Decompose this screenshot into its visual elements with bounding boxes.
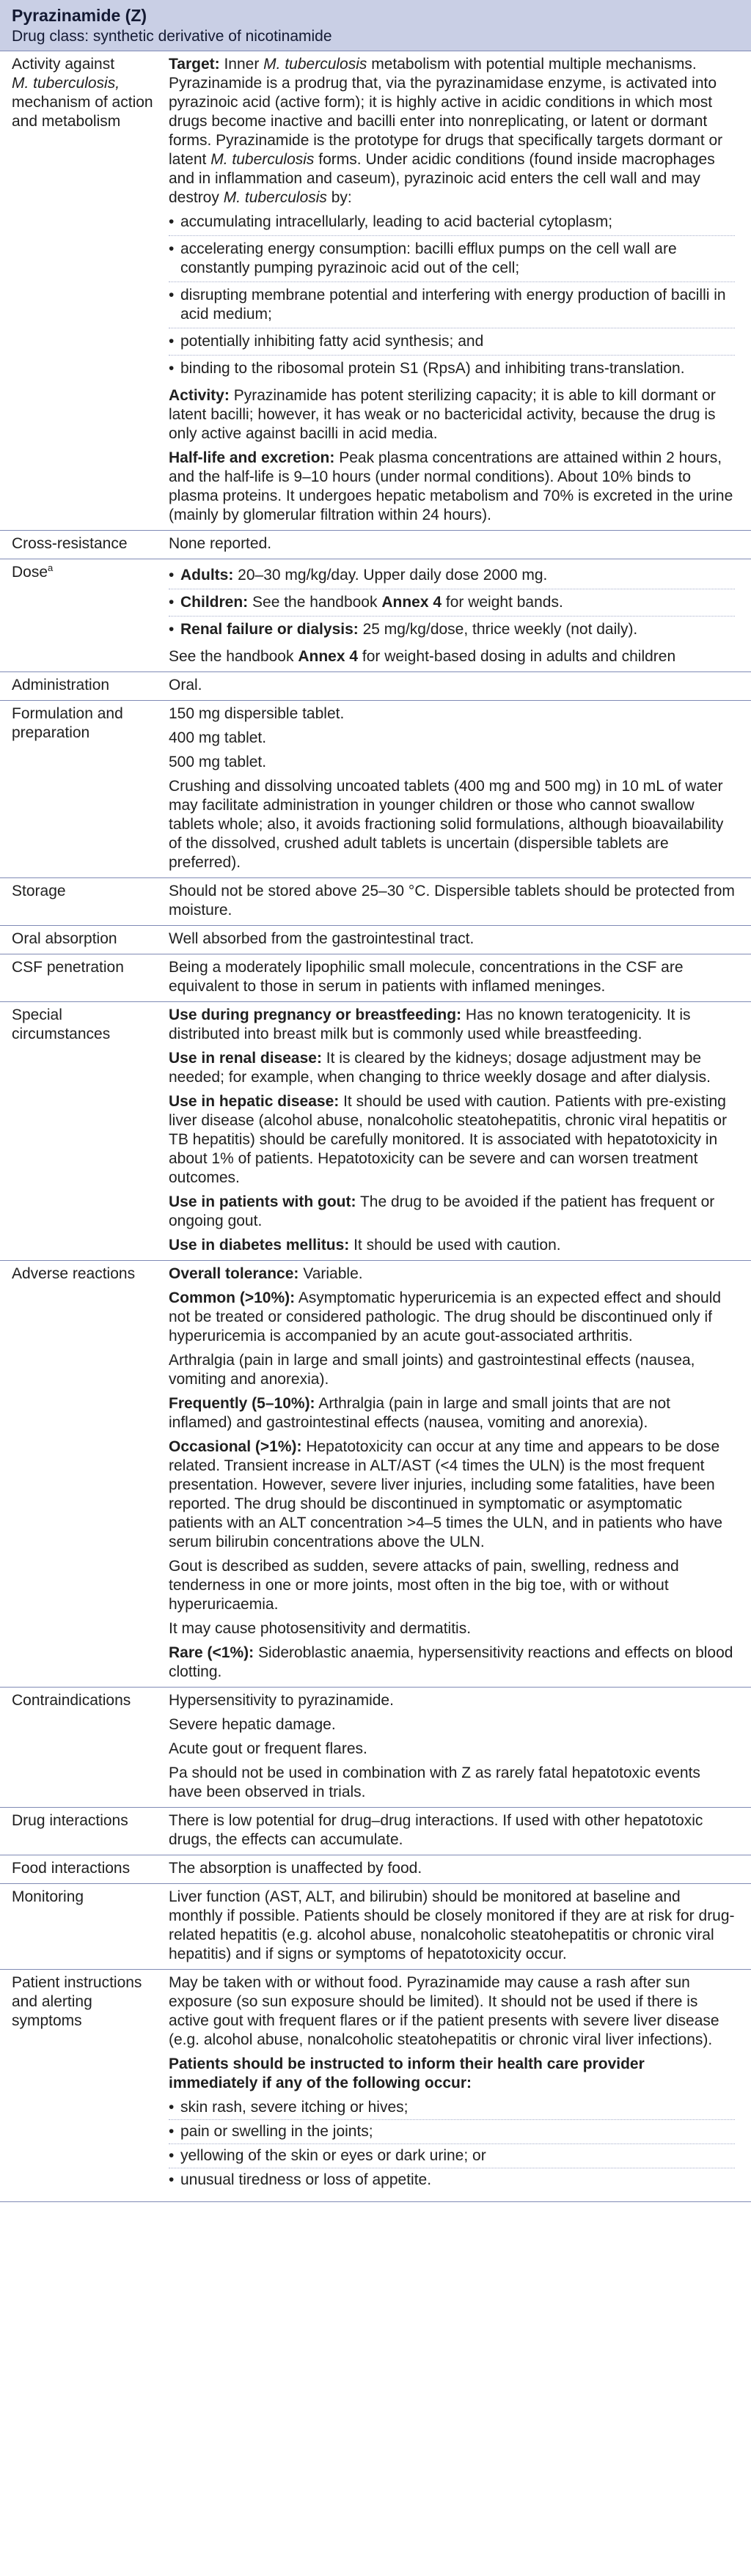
row-value: Liver function (AST, ALT, and bilirubin) should be monitored at baseline and monthly if possible. Patients should be closely monitored if they are at risk for drug-related hepatitis (e.g. alcohol abuse, nonalcoholic steatohepatitis or chronic viral hepatitis) and if signs or symptoms of hepatotoxicity occur. [163,1884,751,1970]
row-csf-penetration [0,954,751,1002]
adverse-title: Frequently (5–10%): [169,1395,315,1412]
adverse-text: Arthralgia (pain in large and small joints that are not inflamed) and gastrointestinal effects (nausea, vomiting and anorexia). [169,1395,670,1431]
adverse-arthralgia: Arthralgia (pain in large and small joints) and gastrointestinal effects (nausea, vomiting and anorexia). [169,1352,695,1388]
dose-label: Dose [12,564,48,581]
contraindication-line: Severe hepatic damage. [169,1716,336,1733]
adverse-common [169,1289,735,1346]
list-item: • unusual tiredness or loss of appetite. [169,2171,735,2192]
target-text-1: Inner [219,56,264,73]
row-value-patient [163,1970,751,2202]
formulation-text: Crushing and dissolving uncoated tablets (400 mg and 500 mg) in 10 mL of water may facilitate administration in younger children or those who cannot swallow tablets whole; also, it avoids fractioning solid formulations, although bioavailability of the dissolved, crushed adult tablets is uncertain (dispersible tablets are preferred). [169,778,724,871]
special-text: It is cleared by the kidneys; dosage adjustment may be needed; for example, when changing to thrice weekly dosage and after dialysis. [169,1050,711,1086]
adverse-photosensitivity: It may cause photosensitivity and dermatitis. [169,1620,472,1637]
dose-renal-text: 25 mg/kg/dose, thrice weekly (not daily). [358,621,638,638]
mtb-term: M. tuberculosis [263,56,367,73]
drug-class: Drug class: synthetic derivative of nicotinamide [12,28,332,45]
target-title: Target: [169,56,220,73]
list-item: • pain or swelling in the joints; [169,2122,735,2144]
adverse-occasional [169,1438,735,1552]
row-value: There is low potential for drug–drug interactions. If used with other hepatotoxic drugs, the effects can accumulate. [163,1808,751,1855]
dose-footer [169,647,735,666]
row-activity [0,51,751,531]
adverse-rare [169,1644,735,1682]
activity-paragraph [169,386,735,444]
mechanism-list [169,213,735,382]
list-item: • accelerating energy consumption: bacilli efflux pumps on the cell wall are constantly pumping pyrazinoic acid out of the cell; [169,240,735,282]
row-label: Oral absorption [0,926,163,954]
row-value: None reported. [163,531,751,559]
row-value-special [163,1002,751,1261]
dose-list [169,566,735,643]
adverse-text: Asymptomatic hyperuricemia is an expected effect and should not be treated or considered pathologic. The drug should be discontinued only if hyperuricemia is accompanied by an acute gout-associated arthritis. [169,1289,722,1344]
row-value: Oral. [163,672,751,701]
row-patient-instructions [0,1970,751,2202]
list-item: • skin rash, severe itching or hives; [169,2098,735,2120]
row-label: Monitoring [0,1884,163,1970]
patient-alert-heading: Patients should be instructed to inform their health care provider immediately if any of the following occur: [169,2056,645,2091]
contraindication-line: Pa should not be used in combination with Z as rarely fatal hepatotoxic events have been observed in trials. [169,1764,700,1800]
row-drug-interactions [0,1808,751,1855]
row-label: Storage [0,878,163,926]
adverse-title: Overall tolerance: [169,1265,299,1282]
row-value-activity [163,51,751,531]
list-item: • yellowing of the skin or eyes or dark urine; or [169,2146,735,2168]
contraindication-line: Hypersensitivity to pyrazinamide. [169,1692,394,1709]
row-label: Administration [0,672,163,701]
row-value: Should not be stored above 25–30 °C. Dispersible tablets should be protected from moisture. [163,878,751,926]
formulation-line: 400 mg tablet. [169,729,267,746]
list-item: • binding to the ribosomal protein S1 (RpsA) and inhibiting trans-translation. [169,359,735,382]
dose-footer-text-2: for weight-based dosing in adults and children [358,648,676,665]
row-label: Formulation and preparation [0,701,163,878]
row-cross-resistance [0,531,751,559]
dose-adults-title: Adults: [180,567,234,584]
row-oral-absorption [0,926,751,954]
target-paragraph [169,55,735,207]
annex-reference: Annex 4 [381,594,442,611]
row-value-dose [163,559,751,672]
activity-label-b: M. tuberculosis, [12,75,120,92]
special-title: Use in renal disease: [169,1050,322,1067]
dose-footnote-mark: a [48,562,54,573]
row-administration [0,672,751,701]
list-item: • disrupting membrane potential and interfering with energy production of bacilli in acid medium; [169,286,735,328]
row-value-adverse [163,1261,751,1688]
alert-symptom-list [169,2098,735,2192]
formulation-line: 150 mg dispersible tablet. [169,705,345,722]
dose-renal-title: Renal failure or dialysis: [180,621,359,638]
list-item: • accumulating intracellularly, leading to acid bacterial cytoplasm; [169,213,735,236]
activity-label-c: mechanism of action and metabolism [12,94,153,130]
row-label: Adverse reactions [0,1261,163,1688]
adverse-frequently [169,1394,735,1432]
list-item [169,593,735,617]
row-label-dose [0,559,163,672]
special-title: Use in hepatic disease: [169,1093,340,1110]
row-label: CSF penetration [0,954,163,1002]
dose-adults-text: 20–30 mg/kg/day. Upper daily dose 2000 mg. [233,567,548,584]
row-label: Drug interactions [0,1808,163,1855]
special-item [169,1236,735,1255]
adverse-text: Variable. [298,1265,363,1282]
formulation-line: 500 mg tablet. [169,754,267,770]
target-text-3: forms. Under acidic conditions (found inside macrophages and in inflammation and caseum), pyrazinoic acid enters the cell wall and may destroy [169,151,715,206]
row-special-circumstances [0,1002,751,1261]
monograph-header [0,0,751,51]
row-label: Contraindications [0,1688,163,1808]
list-item: • potentially inhibiting fatty acid synthesis; and [169,332,735,356]
special-item [169,1006,735,1044]
adverse-gout: Gout is described as sudden, severe attacks of pain, swelling, redness and tenderness in one or more joints, most often in the big toe, with or without hyperuricaemia. [169,1558,679,1613]
dose-footer-text: See the handbook [169,648,298,665]
row-value-formulation [163,701,751,878]
dose-children-text: See the handbook [248,594,382,611]
halflife-paragraph [169,449,735,525]
row-adverse-reactions [0,1261,751,1688]
row-label: Special circumstances [0,1002,163,1261]
adverse-overall [169,1265,735,1284]
row-label: Food interactions [0,1855,163,1884]
special-text: Has no known teratogenicity. It is distributed into breast milk but is commonly used while breastfeeding. [169,1007,691,1042]
activity-label-a: Activity against [12,56,115,73]
special-title: Use in patients with gout: [169,1193,356,1210]
special-text: The drug to be avoided if the patient has frequent or ongoing gout. [169,1193,715,1229]
adverse-text: Sideroblastic anaemia, hypersensitivity reactions and effects on blood clotting. [169,1644,733,1680]
halflife-text: Peak plasma concentrations are attained within 2 hours, and the half-life is 9–10 hours (under normal conditions). About 10% binds to plasma proteins. It undergoes hepatic metabolism and 70% is excreted in the urine (mainly by glomerular filtration within 24 hours). [169,449,733,523]
halflife-title: Half-life and excretion: [169,449,335,466]
special-text: It should be used with caution. [349,1237,561,1254]
mtb-term: M. tuberculosis [223,189,327,206]
row-value: Being a moderately lipophilic small molecule, concentrations in the CSF are equivalent to those in serum in patients with inflamed meninges. [163,954,751,1002]
annex-reference: Annex 4 [298,648,359,665]
row-value-contraindications [163,1688,751,1808]
adverse-title: Occasional (>1%): [169,1438,302,1455]
target-text-4: by: [326,189,352,206]
contraindication-line: Acute gout or frequent flares. [169,1740,367,1757]
dose-children-text-2: for weight bands. [442,594,563,611]
patient-text: May be taken with or without food. Pyrazinamide may cause a rash after sun exposure (so sun exposure should be limited). It should not be used if there is active gout with frequent flares or if the patient presents with severe liver disease (e.g. alcohol abuse, nonalcoholic steatohepatitis or chronic viral liver infections). [169,1974,719,2048]
row-dose [0,559,751,672]
target-text-2: metabolism with potential multiple mechanisms. Pyrazinamide is a prodrug that, via the pyrazinamidase enzyme, is activated into pyrazinoic acid (active form); it is highly active in acidic conditions in which most drugs become inactive and bacilli enter into nonreplicating, or latent or dormant forms. Pyrazinamide is the prototype for drugs that specifically targets dormant or latent [169,56,723,168]
row-value: Well absorbed from the gastrointestinal tract. [163,926,751,954]
list-item [169,566,735,589]
special-text: It should be used with caution. Patients with pre-existing liver disease (alcohol abuse, nonalcoholic steatohepatitis, chronic viral hepatitis or TB hepatitis) should be carefully monitored. It is associated with hepatotoxicity in about 1% of patients. Hepatotoxicity can be severe and can worsen treatment outcomes. [169,1093,728,1186]
special-item [169,1092,735,1188]
row-contraindications [0,1688,751,1808]
drug-title: Pyrazinamide (Z) [12,6,147,25]
special-title: Use during pregnancy or breastfeeding: [169,1007,462,1023]
row-label: Cross-resistance [0,531,163,559]
row-food-interactions [0,1855,751,1884]
special-item [169,1193,735,1231]
special-title: Use in diabetes mellitus: [169,1237,350,1254]
adverse-text: Hepatotoxicity can occur at any time and appears to be dose related. Transient increase in ALT/AST (<4 times the ULN) is the most frequent presentation. However, severe liver injuries, including some fatalities, have been reported. The drug should be discontinued in symptomatic or asymptomatic patients with an ALT concentration >4–5 times the ULN, and in patients who have serum bilirubin concentrations above the ULN. [169,1438,723,1550]
adverse-title: Common (>10%): [169,1289,296,1306]
activity-title: Activity: [169,387,230,404]
row-monitoring [0,1884,751,1970]
special-item [169,1049,735,1087]
adverse-title: Rare (<1%): [169,1644,254,1661]
row-storage [0,878,751,926]
row-label: Patient instructions and alerting symptoms [0,1970,163,2202]
mtb-term: M. tuberculosis [210,151,315,168]
monograph-table [0,51,751,2202]
row-formulation [0,701,751,878]
activity-text: Pyrazinamide has potent sterilizing capacity; it is able to kill dormant or latent bacilli; however, it has weak or no bactericidal activity, because the drug is only active against bacilli in acid media. [169,387,716,442]
dose-children-title: Children: [180,594,249,611]
row-label-activity [0,51,163,531]
list-item [169,620,735,643]
row-value: The absorption is unaffected by food. [163,1855,751,1884]
